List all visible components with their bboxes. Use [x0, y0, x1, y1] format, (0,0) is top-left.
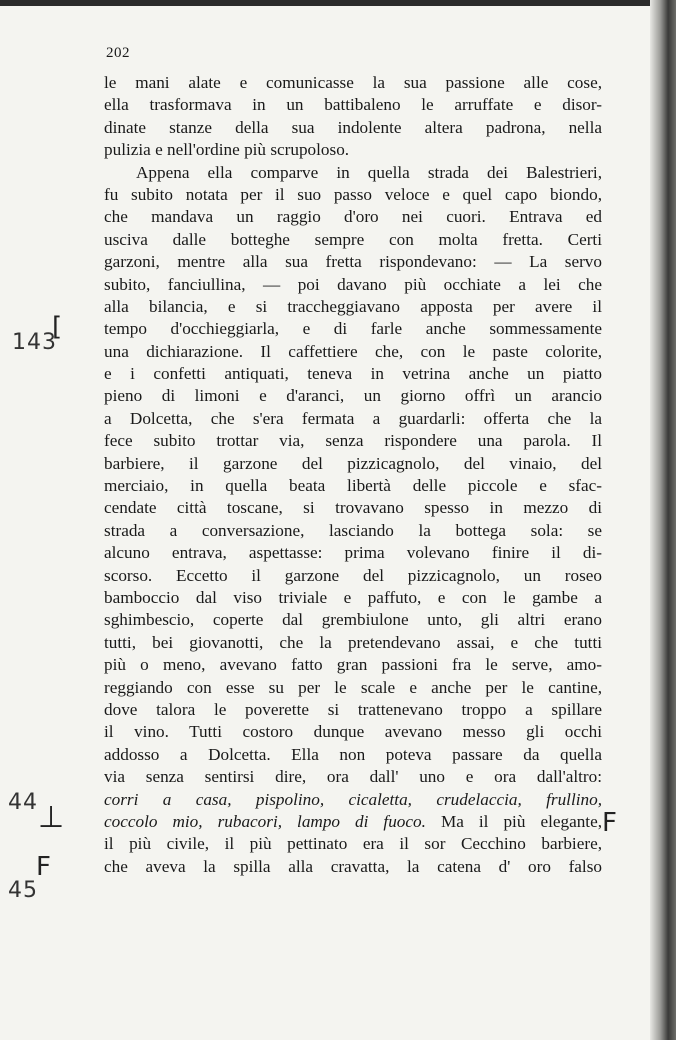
text-line: dove talora le poverette si trattenevano troppo a spillare: [104, 699, 602, 719]
text-line: usciva dalle botteghe sempre con molta fretta. Certi: [104, 229, 602, 249]
margin-mark-f-left: F: [36, 852, 51, 882]
roman-words: Ma il più elegante,: [425, 811, 602, 831]
text-line: tutti, bei giovanotti, che la pretendevano assai, e che tutti: [104, 632, 602, 652]
text-line: subito, fanciullina, — poi davano più occhiate a lei che: [104, 274, 602, 294]
text-line: ella trasformava in un battibaleno le arruffate e disor-: [104, 95, 602, 115]
text-line: alcuno entrava, aspettasse: prima volevano finire il di-: [104, 543, 602, 563]
text-line: Appena ella comparve in quella strada dei Balestrieri,: [136, 162, 602, 182]
text-line: più o meno, avevano fatto gran passioni fra le serve, amo-: [104, 655, 602, 675]
text-line: cendate città toscane, si trovavano spesso in mezzo di: [104, 498, 602, 518]
margin-note-143: 143: [12, 330, 57, 355]
italic-text-line: [104, 789, 602, 811]
text-line: le mani alate e comunicasse la sua passione alle cose,: [104, 73, 602, 92]
mixed-text-line: [104, 811, 602, 833]
text-line: pulizia e nell'ordine più scrupoloso.: [104, 140, 350, 160]
text-line: fece subito trottar via, senza rispondere una parola. Il: [104, 431, 602, 451]
text-line: addosso a Dolcetta. Ella non poteva passare da quella: [104, 744, 602, 764]
page-number: 202: [106, 45, 130, 61]
text-line: il più civile, il più pettinato era il sor Cecchino barbiere,: [104, 834, 602, 854]
text-line: tempo d'occhieggiarla, e di farle anche sommessamente: [104, 319, 602, 339]
text-line: una dichiarazione. Il caffettiere che, con le paste colorite,: [104, 341, 602, 361]
margin-note-144: 44: [8, 790, 38, 815]
text-line: che mandava un raggio d'oro nei cuori. Entrava ed: [104, 207, 602, 227]
text-line: pieno di limoni e d'aranci, un giorno offrì un arancio: [104, 386, 602, 406]
text-line: sghimbescio, coperte dal grembiulone unto, gli altri erano: [104, 610, 602, 630]
margin-note-145: 45: [8, 878, 38, 903]
page-right-edge: [650, 0, 676, 1040]
text-line: il vino. Tutti costoro dunque avevano messo gli occhi: [104, 722, 602, 742]
text-line: a Dolcetta, che s'era fermata a guardarli: offerta che la: [104, 408, 602, 428]
text-line: bamboccio dal viso triviale e paffuto, e con le gambe a: [104, 587, 602, 607]
text-line: dinate stanze della sua indolente altera padrona, nella: [104, 117, 602, 137]
text-line: merciaio, in quella beata libertà delle piccole e sfac-: [104, 476, 602, 496]
text-line: barbiere, il garzone del pizzicagnolo, del vinaio, del: [104, 453, 602, 473]
italic-words: corri a casa, pispolino, cicaletta, crudelaccia, frullino,: [104, 789, 602, 809]
text-line: scorso. Eccetto il garzone del pizzicagnolo, un roseo: [104, 565, 602, 585]
body-text: [104, 72, 602, 878]
text-line: fu subito notata per il suo passo veloce e quel capo biondo,: [104, 184, 602, 204]
text-line: reggiando con esse su per le scale e anche per le cantine,: [104, 677, 602, 697]
page-top-edge: [0, 0, 676, 6]
text-line: alla bilancia, e si traccheggiavano apposta per avere il: [104, 296, 602, 316]
text-line: e i confetti antiquati, teneva in vetrina anche un piatto: [104, 364, 602, 384]
margin-mark-f-right: F: [602, 808, 617, 838]
margin-mark-bracket: [: [52, 312, 63, 342]
text-line: garzoni, mentre alla sua fretta rispondevano: — La servo: [104, 252, 602, 272]
margin-mark-perp: ⊥: [38, 800, 65, 835]
text-line: strada a conversazione, lasciando la bottega sola: se: [104, 520, 602, 540]
text-line: via senza sentirsi dire, ora dall' uno e ora dall'altro:: [104, 767, 602, 787]
text-line: che aveva la spilla alla cravatta, la catena d' oro falso: [104, 856, 602, 876]
italic-words: coccolo mio, rubacori, lampo di fuoco.: [104, 811, 426, 831]
